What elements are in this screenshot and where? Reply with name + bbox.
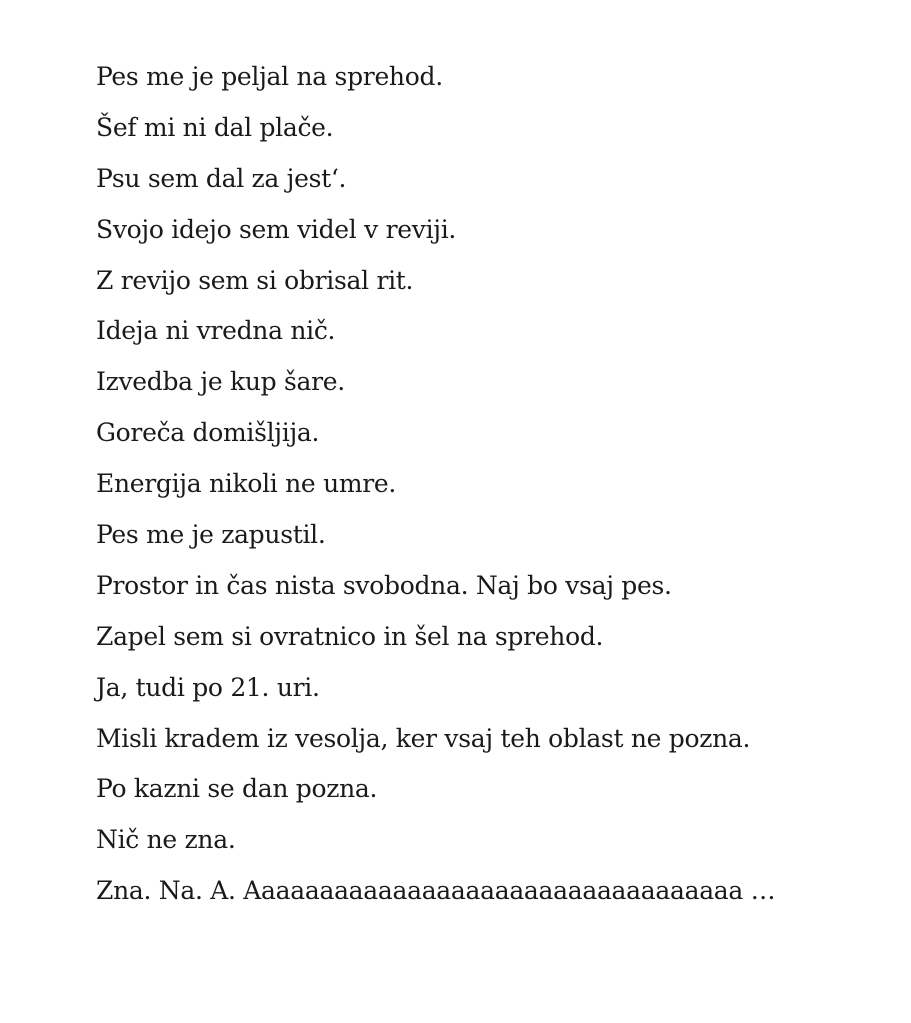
- poem-line: Po kazni se dan pozna.: [96, 774, 378, 804]
- poem-line: Zapel sem si ovratnico in šel na sprehod.: [96, 621, 604, 651]
- poem-line: Ideja ni vredna nič.: [96, 316, 336, 346]
- poem-line: Izvedba je kup šare.: [96, 367, 345, 397]
- poem-line: Zna. Na. A. Aaaaaaaaaaaaaaaaaaaaaaaaaaaaaaaaaa …: [96, 876, 776, 906]
- poem-line: Prostor in čas nista svobodna. Naj bo vsaj pes.: [96, 570, 672, 600]
- poem-line: Pes me je peljal na sprehod.: [96, 62, 443, 91]
- poem-line: Nič ne zna.: [96, 825, 236, 855]
- poem-text-block: [96, 52, 775, 917]
- poem-line: Svojo idejo sem videl v reviji.: [96, 214, 457, 244]
- poem-line: Psu sem dal za jest‘.: [96, 163, 347, 193]
- poem-line: Pes me je zapustil.: [96, 520, 326, 550]
- poem-line: Misli kradem iz vesolja, ker vsaj teh oblast ne pozna.: [96, 723, 751, 753]
- poem-line: Z revijo sem si obrisal rit.: [96, 265, 414, 295]
- poem-line: Šef mi ni dal plače.: [96, 112, 334, 142]
- poem-line: Ja, tudi po 21. uri.: [96, 672, 320, 702]
- poem-line: Goreča domišljija.: [96, 418, 320, 448]
- poem-line: Energija nikoli ne umre.: [96, 469, 397, 499]
